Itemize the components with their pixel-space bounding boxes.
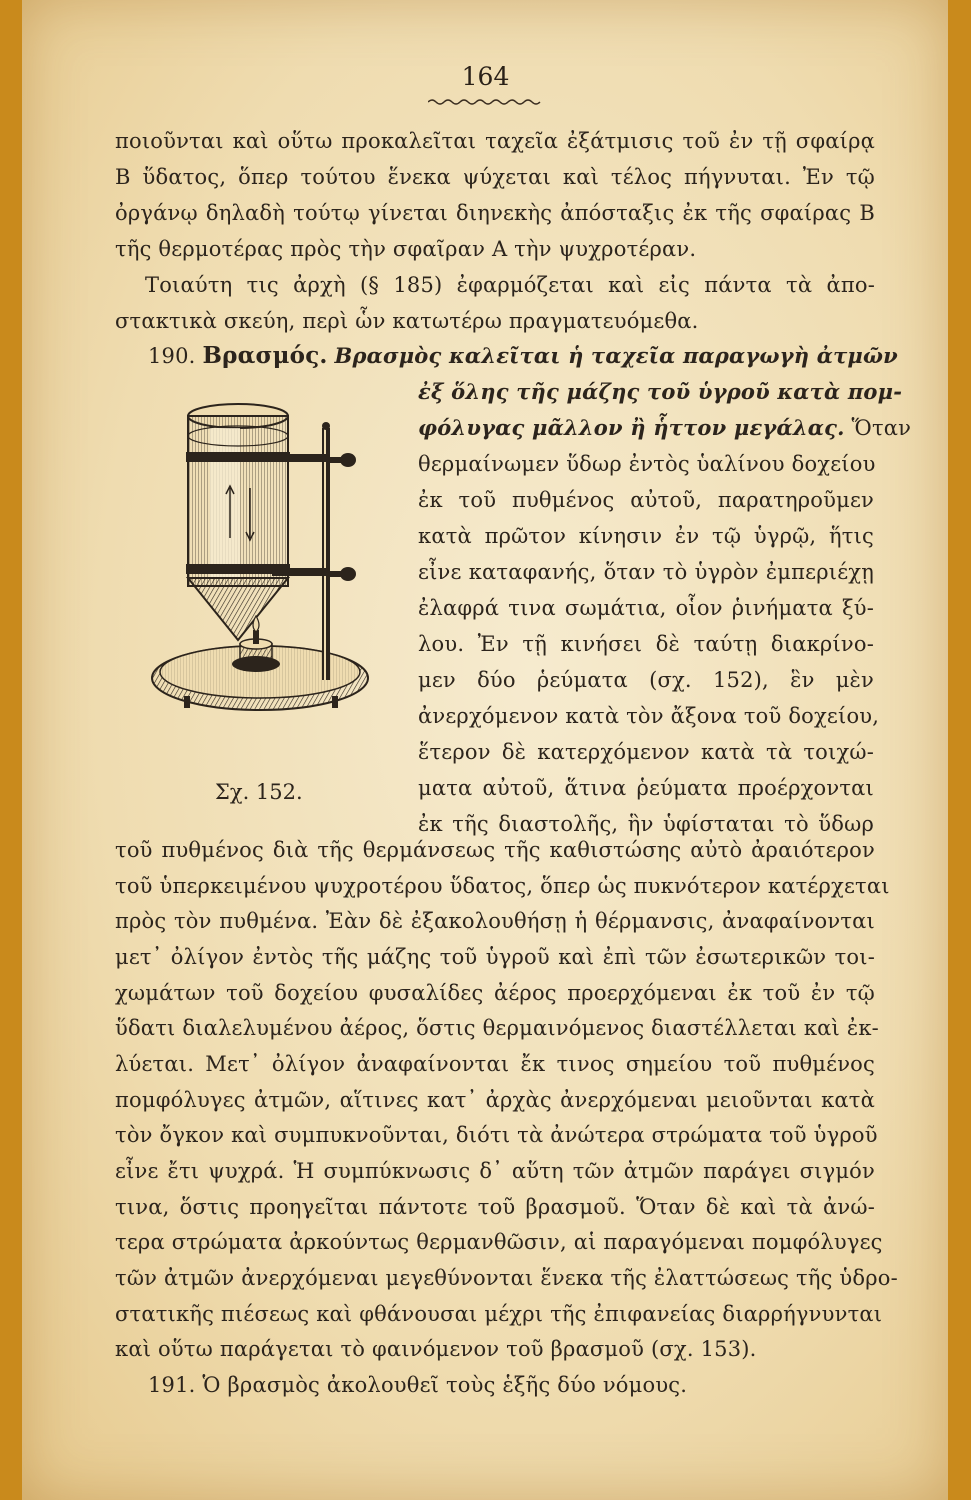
text-line: καὶ οὕτω παράγεται τὸ φαινόμενον τοῦ βρασμοῦ (σχ. 153).: [115, 1337, 757, 1361]
text-line: μεν δύο ῥεύματα (σχ. 152), ἓν μὲν: [418, 668, 874, 692]
text-line: θερμαίνωμεν ὕδωρ ἐντὸς ὑαλίνου δοχείου: [418, 452, 876, 476]
text-line: πρὸς τὸν πυθμένα. Ἐὰν δὲ ἐξακολουθήσῃ ἡ θέρμανσις, ἀναφαίνονται: [115, 909, 875, 933]
text-line: χωμάτων τοῦ δοχείου φυσαλίδες ἀέρος προερχόμεναι ἐκ τοῦ ἐν τῷ: [115, 981, 875, 1005]
text-line: ποιοῦνται καὶ οὕτω προκαλεῖται ταχεῖα ἐξάτμισις τοῦ ἐν τῇ σφαίρᾳ: [115, 129, 875, 153]
text-line: εἶνε ἔτι ψυχρά. Ἡ συμπύκνωσις δ᾽ αὕτη τῶν ἀτμῶν παράγει σιγμόν: [115, 1159, 875, 1183]
figure-caption: Σχ. 152.: [215, 780, 303, 804]
definition-end: φόλυγας μᾶλλον ἢ ἧττον μεγάλας.: [418, 415, 845, 440]
text-line: λύεται. Μετ᾽ ὀλίγον ἀναφαίνονται ἔκ τινος σημείου τοῦ πυθμένος: [115, 1052, 875, 1076]
text-line: τῶν ἀτμῶν ἀνερχόμεναι μεγεθύνονται ἕνεκα τῆς ἐλαττώσεως τῆς ὑδρο-: [115, 1266, 898, 1290]
section-title: Βρασμός.: [202, 342, 328, 369]
text-line: τοῦ ὑπερκειμένου ψυχροτέρου ὕδατος, ὅπερ ὡς πυκνότερον κατέρχεται: [115, 874, 890, 898]
text-line: ἐκ τῆς διαστολῆς, ἣν ὑφίσταται τὸ ὕδωρ: [418, 812, 874, 836]
text-line: ὀργάνῳ δηλαδὴ τούτῳ γίνεται διηνεκὴς ἀπόσταξις ἐκ τῆς σφαίρας Β: [115, 201, 875, 225]
text-line: τινα, ὅστις προηγεῖται πάντοτε τοῦ βρασμοῦ. Ὅταν δὲ καὶ τὰ ἀνώ-: [115, 1195, 875, 1219]
text-line: τερα στρώματα ἀρκούντως θερμανθῶσιν, αἱ παραγόμεναι πομφόλυγες: [115, 1230, 883, 1254]
text-line: κατὰ πρῶτον κίνησιν ἐν τῷ ὑγρῷ, ἥτις: [418, 524, 874, 548]
text-line: πομφόλυγες ἀτμῶν, αἵτινες κατ᾽ ἀρχὰς ἀνερχόμεναι μειοῦνται κατὰ: [115, 1088, 875, 1112]
text-line: ἐκ τοῦ πυθμένος αὐτοῦ, παρατηροῦμεν: [418, 488, 874, 512]
section-190-heading: [148, 342, 898, 370]
text-line: τὸν ὄγκον καὶ συμπυκνοῦνται, διότι τὰ ἀνώτερα στρώματα τοῦ ὑγροῦ: [115, 1123, 878, 1147]
text-hotan: Ὅταν: [851, 416, 912, 440]
text-line: ἐλαφρά τινα σωμάτια, οἷον ῥινήματα ξύ-: [418, 596, 874, 620]
text-line: [418, 414, 912, 442]
section-191-heading: 191. Ὁ βρασμὸς ἀκολουθεῖ τοὺς ἑξῆς δύο νόμους.: [148, 1373, 688, 1397]
text-line: στακτικὰ σκεύη, περὶ ὧν κατωτέρω πραγματευόμεθα.: [115, 309, 699, 333]
text-line: εἶνε καταφανής, ὅταν τὸ ὑγρὸν ἐμπεριέχῃ: [418, 560, 874, 584]
text-line: τῆς θερμοτέρας πρὸς τὴν σφαῖραν Α τὴν ψυχροτέραν.: [115, 237, 697, 261]
text-line: στατικῆς πιέσεως καὶ φθάνουσαι μέχρι τῆς ἐπιφανείας διαρρήγνυνται: [115, 1302, 883, 1326]
text-line: τοῦ πυθμένος διὰ τῆς θερμάνσεως τῆς καθιστώσης αὐτὸ ἀραιότερον: [115, 838, 875, 862]
text-line: ἕτερον δὲ κατερχόμενον κατὰ τὰ τοιχώ-: [418, 740, 874, 764]
ornamental-rule: [428, 98, 544, 106]
page-number: 164: [461, 62, 510, 91]
text-line: λου. Ἐν τῇ κινήσει δὲ ταύτῃ διακρίνο-: [418, 632, 874, 656]
text-line: μετ᾽ ὀλίγον ἐντὸς τῆς μάζης τοῦ ὑγροῦ καὶ ἐπὶ τῶν ἐσωτερικῶν τοι-: [115, 945, 875, 969]
text-line: Β ὕδατος, ὅπερ τούτου ἕνεκα ψύχεται καὶ τέλος πήγνυται. Ἐν τῷ: [115, 165, 875, 189]
figure-152-illustration: [150, 378, 380, 728]
text-line: Τοιαύτη τις ἀρχὴ (§ 185) ἐφαρμόζεται καὶ εἰς πάντα τὰ ἀπο-: [145, 273, 875, 297]
text-line: ἀνερχόμενον κατὰ τὸν ἄξονα τοῦ δοχείου,: [418, 704, 880, 728]
text-line: ματα αὐτοῦ, ἅτινα ῥεύματα προέρχονται: [418, 776, 874, 800]
section-number: 190.: [148, 344, 196, 368]
text-line: ὕδατι διαλελυμένου ἀέρος, ὅστις θερμαινόμενος διαστέλλεται καὶ ἐκ-: [115, 1016, 879, 1040]
section-definition: Βρασμὸς καλεῖται ἡ ταχεῖα παραγωγὴ ἀτμῶν: [334, 343, 898, 368]
text-line: ἐξ ὅλης τῆς μάζης τοῦ ὑγροῦ κατὰ πομ-: [418, 379, 903, 404]
